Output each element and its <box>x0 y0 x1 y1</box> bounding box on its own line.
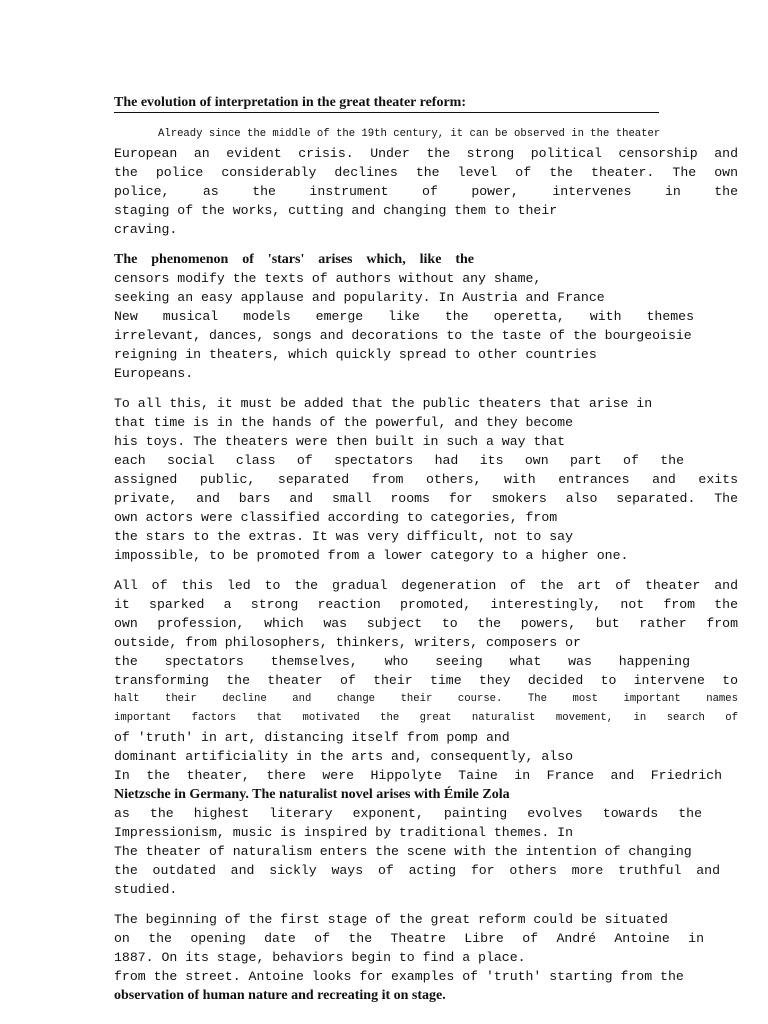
text-line: the spectators themselves, who seeing what was happening <box>114 654 690 669</box>
text-line: own actors were classified according to categories, from <box>114 510 558 525</box>
text-line: craving. <box>114 222 178 237</box>
text-line: as the highest literary exponent, painting evolves towards the <box>114 806 702 821</box>
text-line: reigning in theaters, which quickly spread to other countries <box>114 347 597 362</box>
document-heading: The evolution of interpretation in the great theater reform: <box>114 94 659 113</box>
text-line: transforming the theater of their time they decided to intervene to <box>114 673 738 688</box>
text-line: irrelevant, dances, songs and decorations to the taste of the bourgeoisie <box>114 328 692 343</box>
text-line: censors modify the texts of authors without any shame, <box>114 271 542 286</box>
text-line: the outdated and sickly ways of acting for others more truthful and <box>114 863 720 878</box>
paragraph <box>114 125 738 239</box>
paragraph-gap <box>114 383 738 394</box>
text-line: European an evident crisis. Under the strong political censorship and <box>114 146 738 161</box>
text-line: own profession, which was subject to the powers, but rather from <box>114 616 738 631</box>
text-line: Impressionism, music is inspired by traditional themes. In <box>114 825 573 840</box>
text-line: important factors that motivated the great naturalist movement, in search of <box>114 712 738 724</box>
paragraph <box>114 250 738 383</box>
text-line: The beginning of the first stage of the great reform could be situated <box>114 912 668 927</box>
text-line: The theater of naturalism enters the scene with the intention of changing <box>114 844 692 859</box>
text-line: dominant artificiality in the arts and, consequently, also <box>114 749 573 764</box>
text-line: police, as the instrument of power, intervenes in the <box>114 184 738 199</box>
text-line: of 'truth' in art, distancing itself from pomp and <box>114 730 510 745</box>
text-line: The phenomenon of 'stars' arises which, like the <box>114 252 474 267</box>
text-line: observation of human nature and recreating it on stage. <box>114 988 446 1003</box>
text-line: staging of the works, cutting and changing them to their <box>114 203 558 218</box>
text-line: it sparked a strong reaction promoted, interestingly, not from the <box>114 597 738 612</box>
text-line: In the theater, there were Hippolyte Taine in France and Friedrich <box>114 768 722 783</box>
text-line: the police considerably declines the level of the theater. The own <box>114 165 738 180</box>
text-line: assigned public, separated from others, with entrances and exits <box>114 472 738 487</box>
text-line: on the opening date of the Theatre Libre of André Antoine in <box>114 931 704 946</box>
text-line: each social class of spectators had its own part of the <box>114 453 684 468</box>
text-line: Already since the middle of the 19th century, it can be observed in the theater <box>158 128 661 140</box>
text-line: the stars to the extras. It was very difficult, not to say <box>114 529 573 544</box>
document-body <box>114 125 738 1005</box>
paragraph-gap <box>114 565 738 576</box>
paragraph <box>114 910 738 1005</box>
text-line: that time is in the hands of the powerful, and they become <box>114 415 573 430</box>
text-line: from the street. Antoine looks for examples of 'truth' starting from the <box>114 969 684 984</box>
text-line: impossible, to be promoted from a lower category to a higher one. <box>114 548 629 563</box>
text-line: All of this led to the gradual degeneration of the art of theater and <box>114 578 738 593</box>
text-line: halt their decline and change their course. The most important names <box>114 693 738 705</box>
text-line: 1887. On its stage, behaviors begin to find a place. <box>114 950 526 965</box>
text-line: Nietzsche in Germany. The naturalist novel arises with Émile Zola <box>114 787 510 802</box>
text-line: his toys. The theaters were then built in such a way that <box>114 434 566 449</box>
text-line: New musical models emerge like the operetta, with themes <box>114 309 694 324</box>
text-line: studied. <box>114 882 178 897</box>
text-line: To all this, it must be added that the public theaters that arise in <box>114 396 653 411</box>
text-line: private, and bars and small rooms for smokers also separated. The <box>114 491 738 506</box>
document-page <box>114 94 738 1005</box>
text-line: seeking an easy applause and popularity. In Austria and France <box>114 290 605 305</box>
paragraph <box>114 576 738 899</box>
text-line: outside, from philosophers, thinkers, writers, composers or <box>114 635 581 650</box>
paragraph-gap <box>114 239 738 250</box>
paragraph <box>114 394 738 565</box>
text-line: Europeans. <box>114 366 194 381</box>
paragraph-gap <box>114 899 738 910</box>
